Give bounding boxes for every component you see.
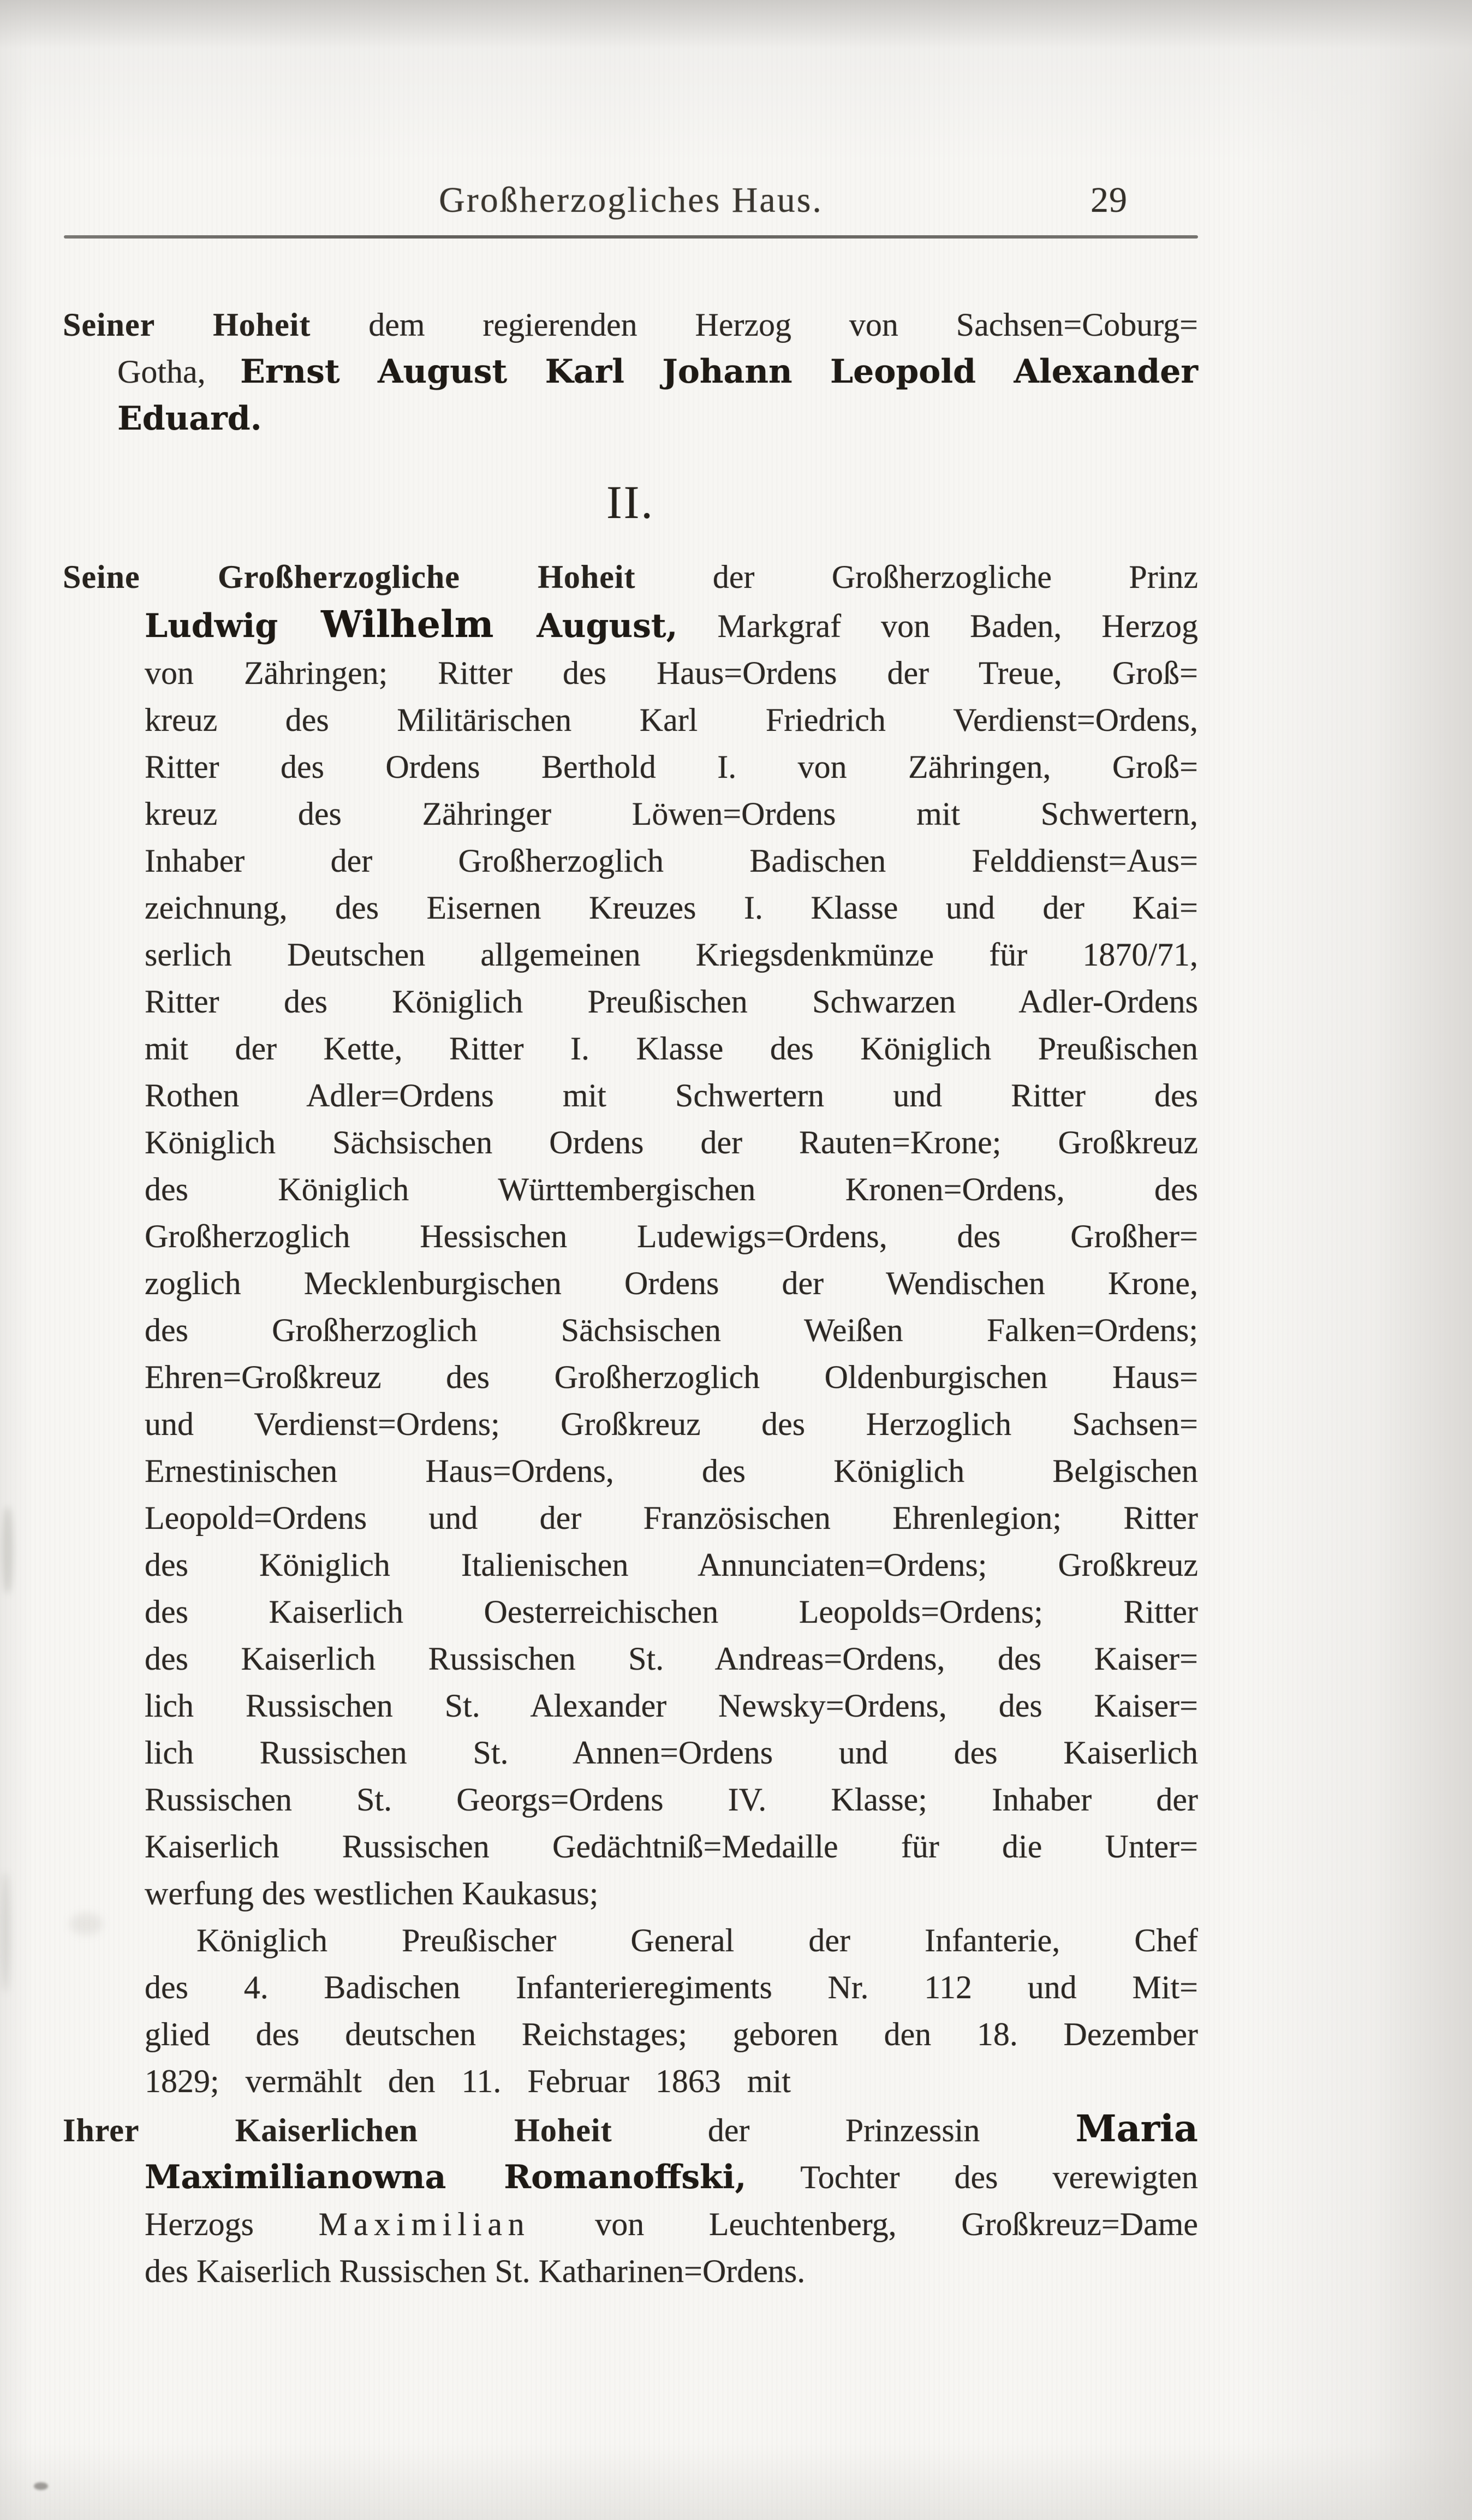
text-line — [63, 301, 1198, 348]
text-block — [63, 301, 1198, 2295]
text-line — [145, 1729, 1198, 1776]
text-run: Maria — [1075, 2106, 1198, 2150]
text-run: des 4. Badischen Infanterieregiments Nr. 112 und Mit= — [145, 1969, 1198, 2005]
text-run: der Großherzogliche Prinz — [635, 559, 1198, 595]
text-line — [117, 348, 1198, 395]
paragraph — [63, 1917, 1198, 2105]
text-run: Ernestinischen Haus=Ordens, des Königlich Belgischen — [145, 1453, 1198, 1489]
text-line — [117, 395, 1198, 442]
text-run: Ehren=Großkreuz des Großherzoglich Oldenburgischen Haus= — [145, 1359, 1198, 1395]
text-line — [145, 2248, 1198, 2295]
text-line — [145, 978, 1198, 1025]
text-line — [145, 1964, 1198, 2011]
text-run: des Kaiserlich Russischen St. Andreas=Ordens, des Kaiser= — [145, 1641, 1198, 1677]
text-run: Ludwig — [145, 607, 321, 645]
text-run: Wilhelm — [321, 602, 494, 646]
text-run: Großherzoglich Hessischen Ludewigs=Ordens, des Großher= — [145, 1218, 1198, 1254]
text-line — [145, 1823, 1198, 1870]
text-run: 1829; vermählt den 11. Februar 1863 mit — [145, 2063, 791, 2099]
text-run: der Prinzessin — [612, 2112, 1076, 2148]
text-line — [145, 2154, 1198, 2201]
text-run: Tochter des verewigten — [746, 2159, 1199, 2195]
text-run: dem regierenden Herzog von Sachsen=Coburg= — [311, 307, 1199, 343]
text-line — [145, 1260, 1198, 1307]
text-line — [145, 1870, 1198, 1917]
text-run: serlich Deutschen allgemeinen Kriegsdenkmünze für 1870/71, — [145, 937, 1198, 973]
text-line — [145, 600, 1198, 650]
text-line — [63, 2105, 1198, 2154]
text-run: kreuz des Zähringer Löwen=Ordens mit Schwertern, — [145, 796, 1198, 832]
text-run: August, — [493, 607, 678, 645]
text-run: lich Russischen St. Alexander Newsky=Ordens, des Kaiser= — [145, 1688, 1198, 1724]
text-line — [145, 1354, 1198, 1401]
text-line — [145, 1776, 1198, 1823]
text-run: des Kaiserlich Oesterreichischen Leopolds=Ordens; Ritter — [145, 1594, 1198, 1630]
text-line — [145, 1682, 1198, 1729]
text-line — [145, 1213, 1198, 1260]
text-run: von Zähringen; Ritter des Haus=Ordens der Treue, Groß= — [145, 655, 1198, 691]
text-line — [145, 1072, 1198, 1119]
text-run: Kaiserlich Russischen Gedächtniß=Medaille für die Unter= — [145, 1828, 1198, 1864]
text-line — [145, 790, 1198, 837]
text-run: und Verdienst=Ordens; Großkreuz des Herzoglich Sachsen= — [145, 1406, 1198, 1442]
text-line — [145, 1447, 1198, 1494]
text-run: Gotha, — [117, 354, 241, 390]
text-line — [145, 837, 1198, 884]
text-line — [63, 553, 1198, 600]
text-run: Ritter des Ordens Berthold I. von Zähringen, Groß= — [145, 749, 1198, 785]
header-rule — [64, 235, 1198, 239]
paragraph — [63, 553, 1198, 1917]
text-run: Markgraf von Baden, Herzog — [677, 608, 1198, 644]
text-run: werfung des westlichen Kaukasus; — [145, 1875, 599, 1911]
text-line — [145, 1588, 1198, 1635]
running-title: Großherzogliches Haus. — [439, 180, 823, 220]
text-run: Ernst August Karl Johann Leopold Alexander — [240, 353, 1198, 391]
text-line — [145, 1635, 1198, 1682]
text-run: Ihrer Kaiserlichen Hoheit — [63, 2112, 612, 2148]
text-line — [145, 1307, 1198, 1354]
text-run: Inhaber der Großherzoglich Badischen Felddienst=Aus= — [145, 843, 1198, 879]
text-run: des Großherzoglich Sächsischen Weißen Falken=Ordens; — [145, 1312, 1198, 1348]
text-run: des Königlich Württembergischen Kronen=Ordens, des — [145, 1171, 1198, 1207]
body-paragraphs — [63, 553, 1198, 2295]
text-run: Seiner Hoheit — [63, 307, 311, 343]
text-line — [145, 696, 1198, 743]
text-run: des Kaiserlich Russischen St. Katharinen=Ordens. — [145, 2253, 806, 2289]
text-line — [145, 931, 1198, 978]
text-line — [145, 1541, 1198, 1588]
text-run: Eduard. — [117, 400, 262, 438]
page-number: 29 — [1090, 180, 1128, 220]
text-line — [145, 743, 1198, 790]
text-run: Ritter des Königlich Preußischen Schwarzen Adler-Ordens — [145, 984, 1198, 1020]
text-run: Leopold=Ordens und der Französischen Ehrenlegion; Ritter — [145, 1500, 1198, 1536]
text-line — [145, 650, 1198, 696]
text-run: kreuz des Militärischen Karl Friedrich Verdienst=Ordens, — [145, 702, 1198, 738]
text-run: Maximilian — [318, 2206, 531, 2242]
text-line — [145, 1494, 1198, 1541]
text-run: Königlich Preußischer General der Infanterie, Chef — [196, 1922, 1198, 1958]
text-line — [145, 1401, 1198, 1447]
scan-smudge — [1, 1872, 10, 1992]
text-line — [196, 1917, 1198, 1964]
text-line — [145, 1119, 1198, 1166]
scan-smudge — [2, 1506, 13, 1594]
text-run: mit der Kette, Ritter I. Klasse des Königlich Preußischen — [145, 1030, 1198, 1067]
text-line — [145, 2201, 1198, 2248]
text-run: zoglich Mecklenburgischen Ordens der Wendischen Krone, — [145, 1265, 1198, 1301]
text-run: Maximilianowna Romanoffski, — [145, 2158, 747, 2196]
text-line — [145, 2011, 1198, 2058]
text-line — [145, 2058, 1198, 2105]
text-run: des Königlich Italienischen Annunciaten=Ordens; Großkreuz — [145, 1547, 1198, 1583]
intro-paragraph — [63, 301, 1198, 442]
scan-smudge — [34, 2482, 48, 2490]
section-heading: II. — [606, 476, 654, 528]
text-line — [145, 1166, 1198, 1213]
paragraph — [63, 2105, 1198, 2295]
text-line — [145, 884, 1198, 931]
text-line — [145, 1025, 1198, 1072]
text-run: von Leuchtenberg, Großkreuz=Dame — [530, 2206, 1198, 2242]
text-run: Herzogs — [145, 2206, 319, 2242]
text-run: Seine Großherzogliche Hoheit — [63, 559, 636, 595]
text-run: lich Russischen St. Annen=Ordens und des Kaiserlich — [145, 1735, 1198, 1771]
text-run: zeichnung, des Eisernen Kreuzes I. Klasse und der Kai= — [145, 890, 1198, 926]
text-run: Rothen Adler=Ordens mit Schwertern und Ritter des — [145, 1077, 1198, 1113]
text-run: Russischen St. Georgs=Ordens IV. Klasse; Inhaber der — [145, 1782, 1198, 1818]
text-run: Königlich Sächsischen Ordens der Rauten=Krone; Großkreuz — [145, 1124, 1198, 1160]
page-header — [64, 176, 1197, 225]
text-run: glied des deutschen Reichstages; geboren den 18. Dezember — [145, 2016, 1198, 2052]
